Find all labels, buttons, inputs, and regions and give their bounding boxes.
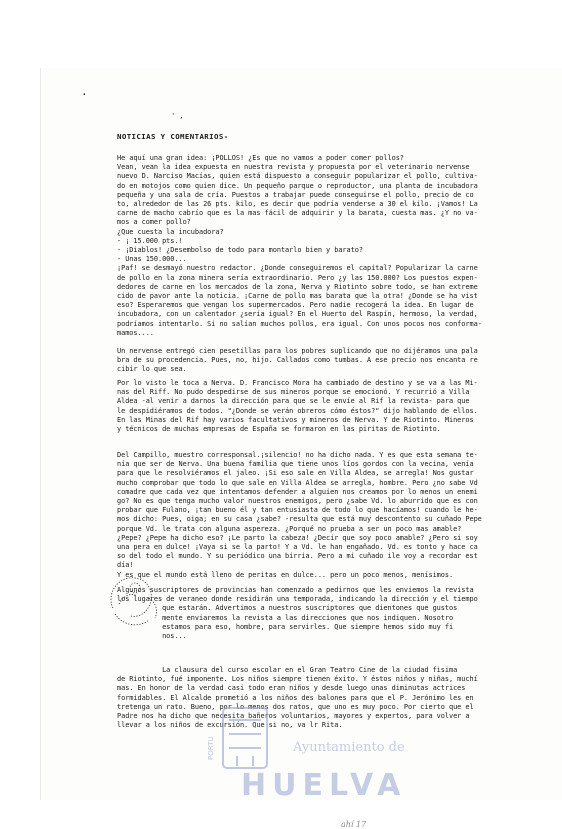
paragraph-subscribers: Algunos suscriptores de provincias han comenzado a pedirnos que les enviemos la revista los lugares de veraneo donde residirán una temporada, indicando la dirección y el tiempo que estarán. Advertimos a nuestros suscriptores que dientones que gustos mente enviaremos la revista a las direcciones que nos indiquen. Nosotro estamos para eso, hombre, para servirles. Que siempre hemos sido muy fi nos... bbox=[117, 586, 478, 641]
watermark-title: HUELVA bbox=[241, 768, 407, 803]
pencil-annotation: ahí 17 bbox=[341, 820, 367, 829]
paragraph-donation: Un nervense entregó cien pesetillas para los pobres suplicando que no dijéramos una pala bra de su procedencia. Pues, no, hijo. Callados como tumbas. A ese precio nos encanta re cibir lo que sea. bbox=[117, 347, 478, 374]
paragraph-campillo: Del Campillo, muestro corresponsal.¡silencio! no ha dicho nada. Y es que esta semana te- nía que ser de Nerva. Una buena familia que tiene unos líos gordos con la vecina, venía para que le resolviéramos el jaleo. ¡Si eso sale en Villa Aldea, se arregla! Nos gustar mucho comprobar que todo lo que sale en Villa Aldea se arregla, hombre. Pero ¿no sabe Vd comadre que cada vez que intentamos defender a alguien nos creamos por lo menos un enemi go? No es que tenga mucho valor nuestros enemigos, pero ¿sabe Vd. lo aburrido que es con probar que Fulano, ¡tan bueno él y tan entusiasta de todo lo que hacíamos! cuando le he- mos dicho: Pues, oiga; en su casa ¿sabe? -resulta que está muy descontento su cuñado Pepe porque Vd. le trata con alguna aspereza. ¿Porqué no prueba a ser un poco mas amable? ¿Pepe? ¿Pepe ha dicho eso? ¡Le parto la cabeza! ¿Decir que soy poco amable? ¿Pero si soy una pera en dulce! ¡Vaya si se la parto! Y a Vd. le han engañado. Vd. es tonto y hace ca so del todo el mundo. Y su periódico una birria. Pero a mi cuñado ile voy a recordar est día! Y es que el mundo está lleno de peritas en dulce... pero un poco menos, menísimos. bbox=[117, 451, 482, 579]
handwritten-mark-small: ' , bbox=[171, 112, 184, 120]
paragraph-nerva: Por lo visto le toca a Nerva. D. Francisco Mora ha cambiado de destino y se va a las Mi- nas del Riff. No pudo despedirse de sus mineros porque se emocionó. Y recurrió a Villa Aldea -al venir a darnos la dirección para que se le envíe al Rif la revista- para que le despidiéramos de todos. "¿Donde se verán obreros cómo éstos?" dijo hablando de ellos. En las Minas del Rif hay varios facultativos y mineros de Nerva. Y de Riotinto. Mineros y técnicos de muchas empresas de España se formaron en las piritas de Riotinto. bbox=[117, 379, 478, 434]
svg-text:PORTU: PORTU bbox=[207, 736, 215, 760]
document-page bbox=[40, 68, 562, 829]
section-heading: NOTICIAS Y COMENTARIOS- bbox=[117, 132, 229, 141]
handwritten-mark: · bbox=[81, 88, 89, 101]
dotted-sketch-illustration bbox=[105, 568, 165, 632]
paragraph-pollos: He aquí una gran idea: ¡POLLOS! ¿Es que no vamos a poder comer pollos? Vean, vean la idea expuesta en nuestra revista y propuesta por el veterinario nervense nuevo D. Narciso Macías, quien está dispuesto a conseguir popularizar el pollo, cultiva- do en motojos como quien dice. Un pequeño parque o reproductor, una planta de incubadora pequeña y una sala de cría. Puestos a trabajar puede conseguirse el pollo, precio de co to, alrededor de las 26 pts. kilo, es decir que podría venderse a 30 el kilo. ¡Vamos! La carne de macho cabrío que es la mas fácil de adquirir y la barata, cuesta mas. ¿Y no va- mos a comer pollo? ¿Que cuesta la incubadora? - ¡ 15.000 pts.! - ¡Diablos! ¿Desembolso de todo para montarlo bien y barato? - Unas 150.000... ¡Paf! se desmayó nuestro redactor. ¿Donde conseguiremos el capital? Popularizar la carne de pollo en la zona minera sería extraordinario. Pero ¿y las 150.000? Los puestos expen- dedores de carne en los mercados de la zona, Nerva y Riotinto sobre todo, se han extreme cido de pavor ante la noticia. ¡Carne de pollo mas barata que la otra! ¿Donde se ha vist eso? Esperaremos que vengan los supermercados. Pero nadie recogerá la idea. En lugar de incubadora, con un calentador ¿sería igual? En el Huerto del Raspín, hermoso, la verdad, podríamos intentarlo. Si no salían muchos pollos, era igual. Con unos pocos nos conforma- mamos.... bbox=[117, 154, 482, 337]
paragraph-school-closing: La clausura del curso escolar en el Gran Teatro Cine de la ciudad fisima de Riotinto, fué imponente. Los niños siempre tienen éxito. Y éstos niños y niñas, muchí mas. En honor de la verdad casi todo eran niños y desde luego unas diminutas actrices formidables. El Alcalde prometió a los niños des balones para que el P. Jerónimo les en tretenga un rato. Bueno, por lo menos dos ratos, que uno es muy poco. Por cierto que el Padre nos ha dicho que necesita bañeros voluntarios, mayores y expertos, para volver a llevar a los niños de excursión. Que si no, va lr Rita. bbox=[117, 666, 478, 730]
watermark-subtitle: Ayuntamiento de bbox=[293, 740, 405, 755]
